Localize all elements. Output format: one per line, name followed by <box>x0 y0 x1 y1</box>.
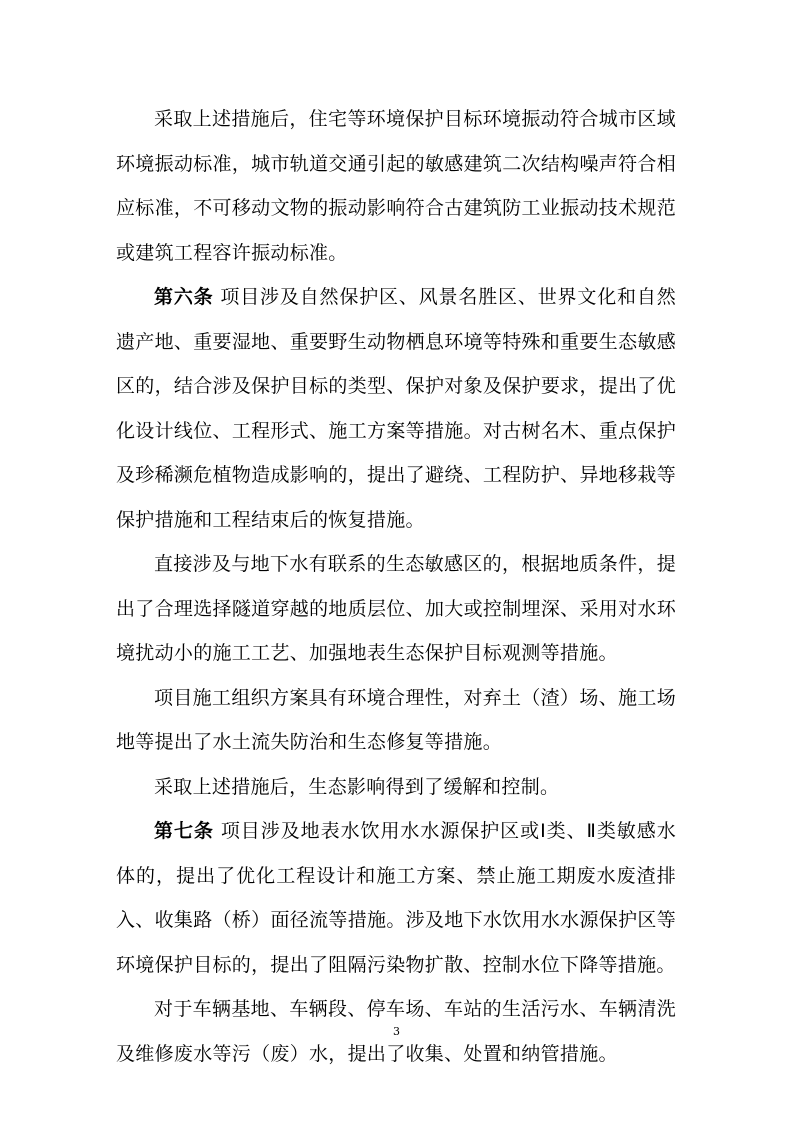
paragraph-text: 项目涉及自然保护区、风景名胜区、世界文化和自然遗产地、重要湿地、重要野生动物栖息环境等特殊和重要生态敏感区的，结合涉及保护目标的类型、保护对象及保护要求，提出了优化设计线位、工程形式、施工方案等措施。对古树名木、重点保护及珍稀濒危植物造成影响的，提出了避绕、工程防护、异地移栽等保护措施和工程结束后的恢复措施。 <box>116 286 676 531</box>
paragraph-ecological-result <box>116 765 676 810</box>
paragraph-article-6 <box>116 275 676 542</box>
paragraph-text: 直接涉及与地下水有联系的生态敏感区的，根据地质条件，提出了合理选择隧道穿越的地质层位、加大或控制埋深、采用对水环境扰动小的施工工艺、加强地表生态保护目标观测等措施。 <box>116 553 676 664</box>
page-number: 3 <box>393 1025 400 1038</box>
paragraph-text: 采取上述措施后，住宅等环境保护目标环境振动符合城市区域环境振动标准，城市轨道交通引起的敏感建筑二次结构噪声符合相应标准，不可移动文物的振动影响符合古建筑防工业振动技术规范或建筑工程容许振动标准。 <box>116 108 676 264</box>
paragraph-text: 项目施工组织方案具有环境合理性，对弃土（渣）场、施工场地等提出了水土流失防治和生态修复等措施。 <box>116 686 676 753</box>
paragraph-text: 项目涉及地表水饮用水水源保护区或Ⅰ类、Ⅱ类敏感水体的，提出了优化工程设计和施工方案、禁止施工期废水废渣排入、收集路（桥）面径流等措施。涉及地下水饮用水水源保护区等环境保护目标的，提出了阻隔污染物扩散、控制水位下降等措施。 <box>116 820 677 976</box>
paragraph-groundwater-sensitive-area <box>116 542 676 676</box>
paragraph-vibration-measures-result <box>116 97 676 275</box>
paragraph-text: 对于车辆基地、车辆段、停车场、车站的生活污水、车辆清洗及维修废水等污（废）水，提出了收集、处置和纳管措施。 <box>116 998 676 1065</box>
paragraph-construction-plan <box>116 676 676 765</box>
paragraph-article-7 <box>116 809 676 987</box>
article-label-7: 第七条 <box>154 820 214 842</box>
document-body <box>116 97 676 1076</box>
article-label-6: 第六条 <box>154 286 214 308</box>
paragraph-text: 采取上述措施后，生态影响得到了缓解和控制。 <box>154 775 560 798</box>
